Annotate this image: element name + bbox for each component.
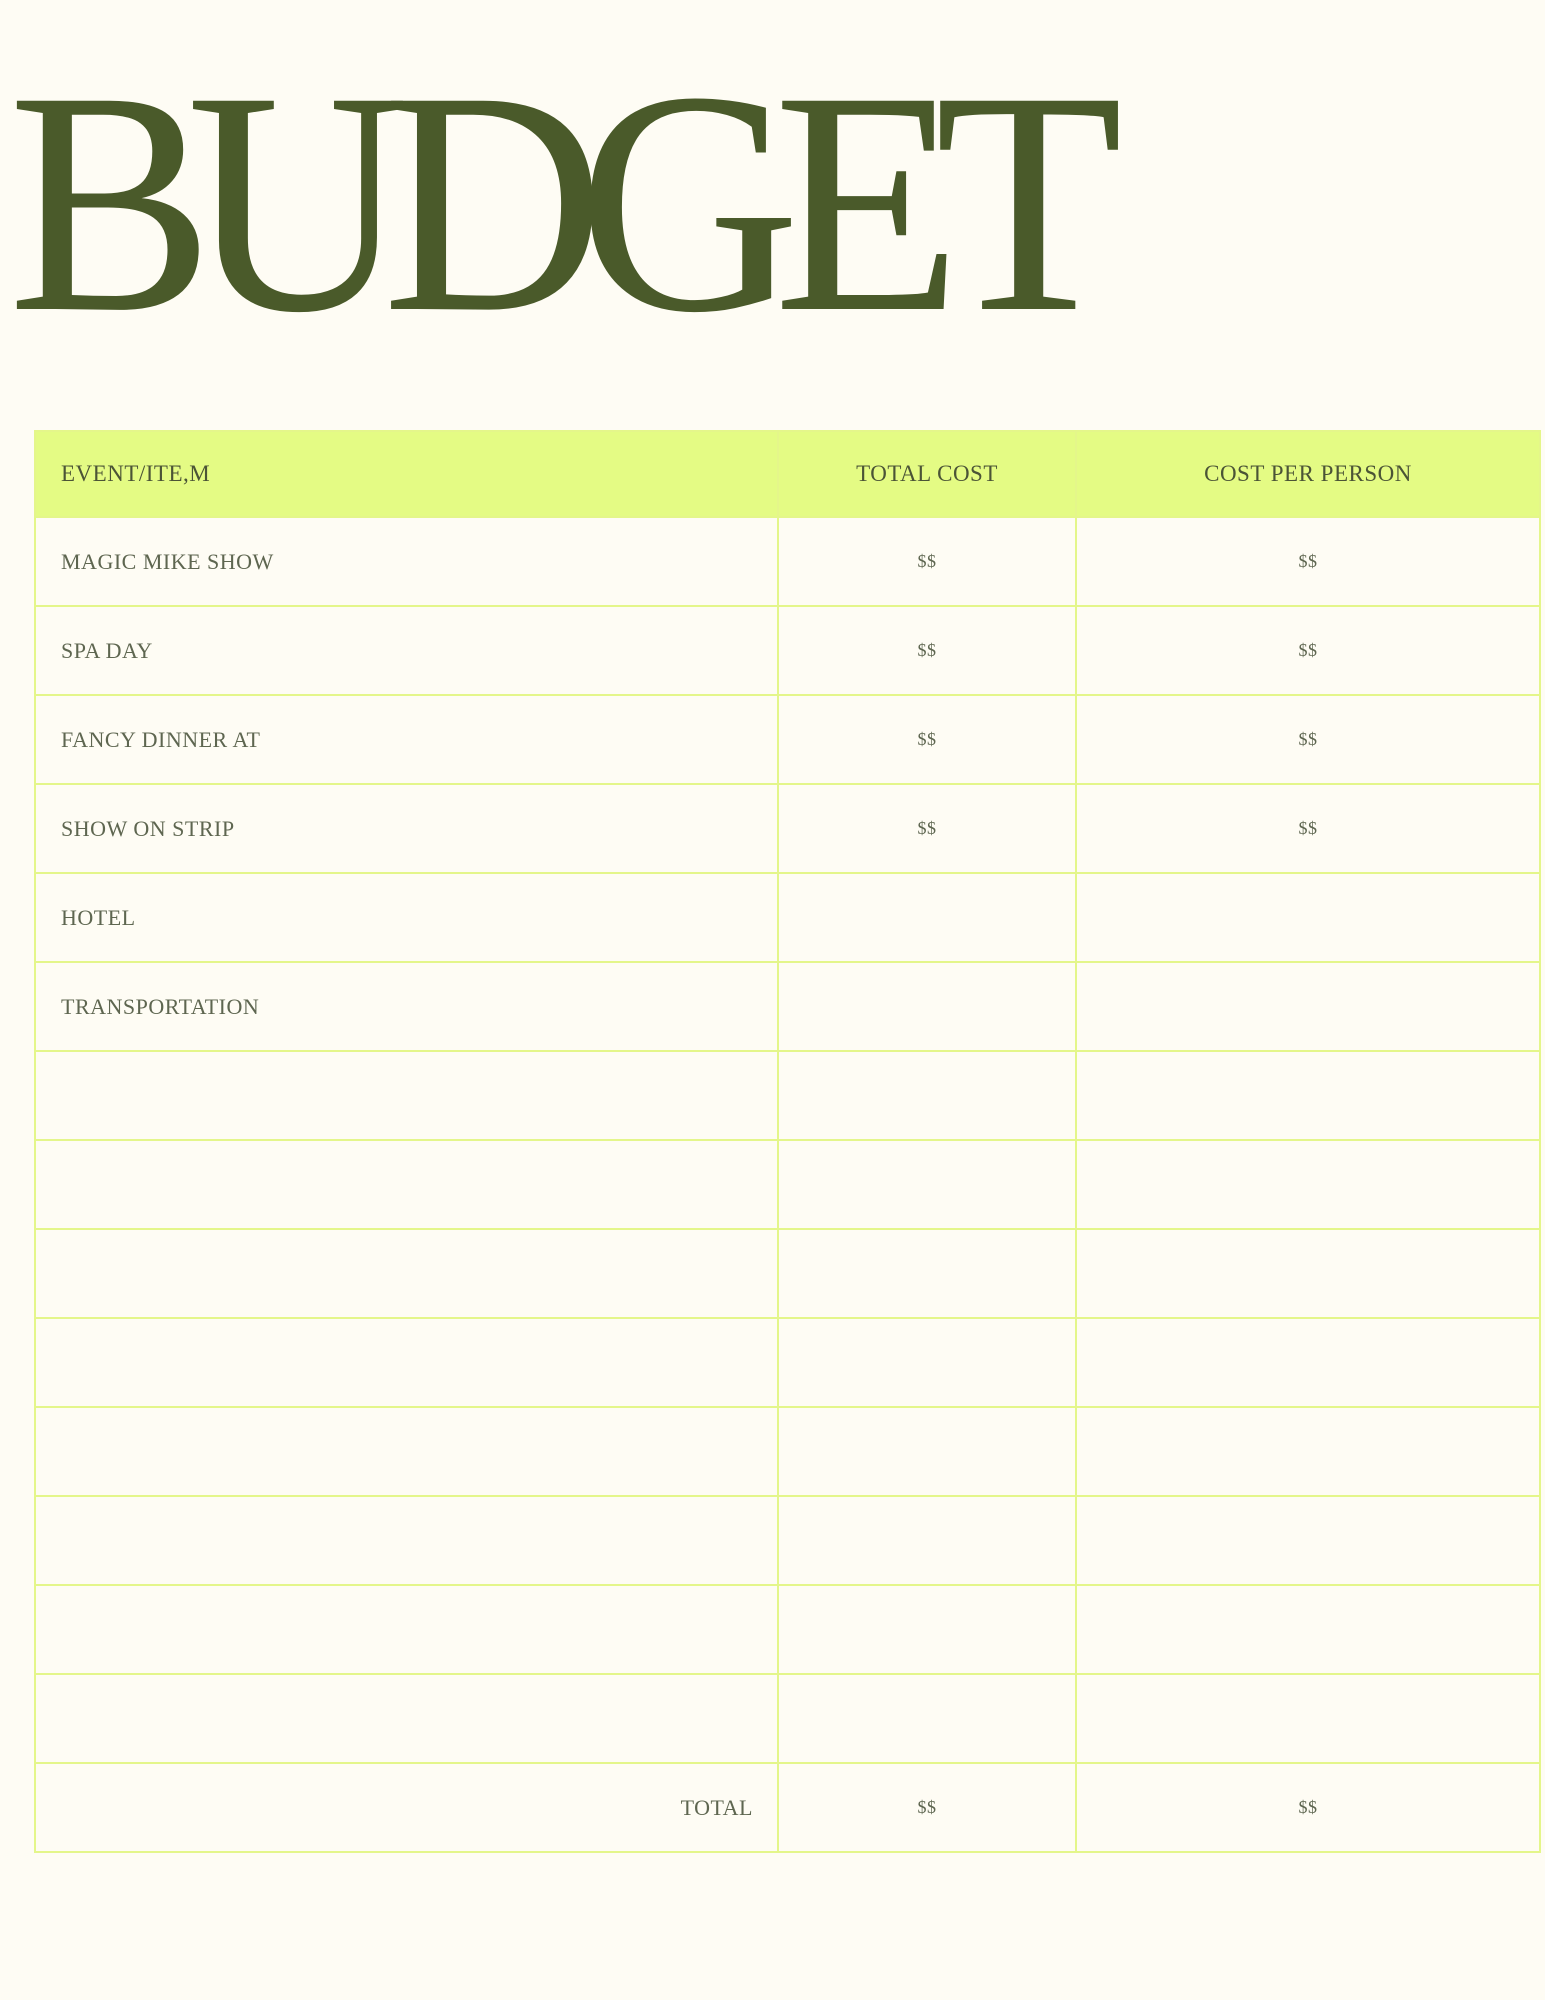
row-event-item[interactable] <box>35 1496 778 1585</box>
row-total-cost[interactable] <box>778 1496 1076 1585</box>
row-total-cost[interactable] <box>778 1051 1076 1140</box>
row-cost-per-person[interactable] <box>1076 1229 1540 1318</box>
row-total-cost[interactable] <box>778 1229 1076 1318</box>
table-header-row <box>35 431 1540 517</box>
row-event-item[interactable]: FANCY DINNER AT <box>35 695 778 784</box>
row-event-item[interactable] <box>35 1407 778 1496</box>
table-row <box>35 784 1540 873</box>
header-event-item: EVENT/ITE,M <box>35 431 778 517</box>
row-total-cost[interactable]: $$ <box>778 606 1076 695</box>
row-cost-per-person[interactable] <box>1076 1051 1540 1140</box>
row-event-item[interactable]: TRANSPORTATION <box>35 962 778 1051</box>
row-event-item[interactable] <box>35 1229 778 1318</box>
row-cost-per-person[interactable] <box>1076 1407 1540 1496</box>
row-total-cost[interactable] <box>778 873 1076 962</box>
row-event-item[interactable]: SPA DAY <box>35 606 778 695</box>
row-cost-per-person[interactable]: $$ <box>1076 606 1540 695</box>
total-cost-sum[interactable]: $$ <box>778 1763 1076 1852</box>
row-total-cost[interactable] <box>778 1407 1076 1496</box>
row-cost-per-person[interactable] <box>1076 1585 1540 1674</box>
row-total-cost[interactable] <box>778 1140 1076 1229</box>
row-cost-per-person[interactable] <box>1076 1674 1540 1763</box>
row-total-cost[interactable]: $$ <box>778 517 1076 606</box>
table-row <box>35 873 1540 962</box>
row-event-item[interactable]: SHOW ON STRIP <box>35 784 778 873</box>
row-event-item[interactable] <box>35 1585 778 1674</box>
table-total-row <box>35 1763 1540 1852</box>
row-event-item[interactable] <box>35 1140 778 1229</box>
table-row <box>35 1674 1540 1763</box>
cost-per-person-sum[interactable]: $$ <box>1076 1763 1540 1852</box>
row-cost-per-person[interactable]: $$ <box>1076 784 1540 873</box>
table-row <box>35 1318 1540 1407</box>
table-row <box>35 695 1540 784</box>
table-row <box>35 1229 1540 1318</box>
row-event-item[interactable] <box>35 1674 778 1763</box>
row-total-cost[interactable]: $$ <box>778 695 1076 784</box>
row-total-cost[interactable] <box>778 1318 1076 1407</box>
row-total-cost[interactable]: $$ <box>778 784 1076 873</box>
total-label: TOTAL <box>35 1763 778 1852</box>
row-cost-per-person[interactable] <box>1076 1140 1540 1229</box>
row-cost-per-person[interactable] <box>1076 1318 1540 1407</box>
page-title: BUDGET <box>8 26 1096 378</box>
table-body <box>35 517 1540 1763</box>
row-cost-per-person[interactable] <box>1076 962 1540 1051</box>
row-cost-per-person[interactable]: $$ <box>1076 517 1540 606</box>
row-event-item[interactable]: MAGIC MIKE SHOW <box>35 517 778 606</box>
table-row <box>35 962 1540 1051</box>
table-row <box>35 1140 1540 1229</box>
budget-table <box>34 430 1541 1853</box>
table-row <box>35 1051 1540 1140</box>
row-total-cost[interactable] <box>778 1674 1076 1763</box>
row-cost-per-person[interactable]: $$ <box>1076 695 1540 784</box>
row-event-item[interactable]: HOTEL <box>35 873 778 962</box>
row-total-cost[interactable] <box>778 962 1076 1051</box>
row-cost-per-person[interactable] <box>1076 873 1540 962</box>
table-row <box>35 1496 1540 1585</box>
table-row <box>35 1407 1540 1496</box>
row-total-cost[interactable] <box>778 1585 1076 1674</box>
header-total-cost: TOTAL COST <box>778 431 1076 517</box>
table-row <box>35 1585 1540 1674</box>
table-row <box>35 517 1540 606</box>
row-event-item[interactable] <box>35 1318 778 1407</box>
header-cost-per-person: COST PER PERSON <box>1076 431 1540 517</box>
row-event-item[interactable] <box>35 1051 778 1140</box>
row-cost-per-person[interactable] <box>1076 1496 1540 1585</box>
table-row <box>35 606 1540 695</box>
